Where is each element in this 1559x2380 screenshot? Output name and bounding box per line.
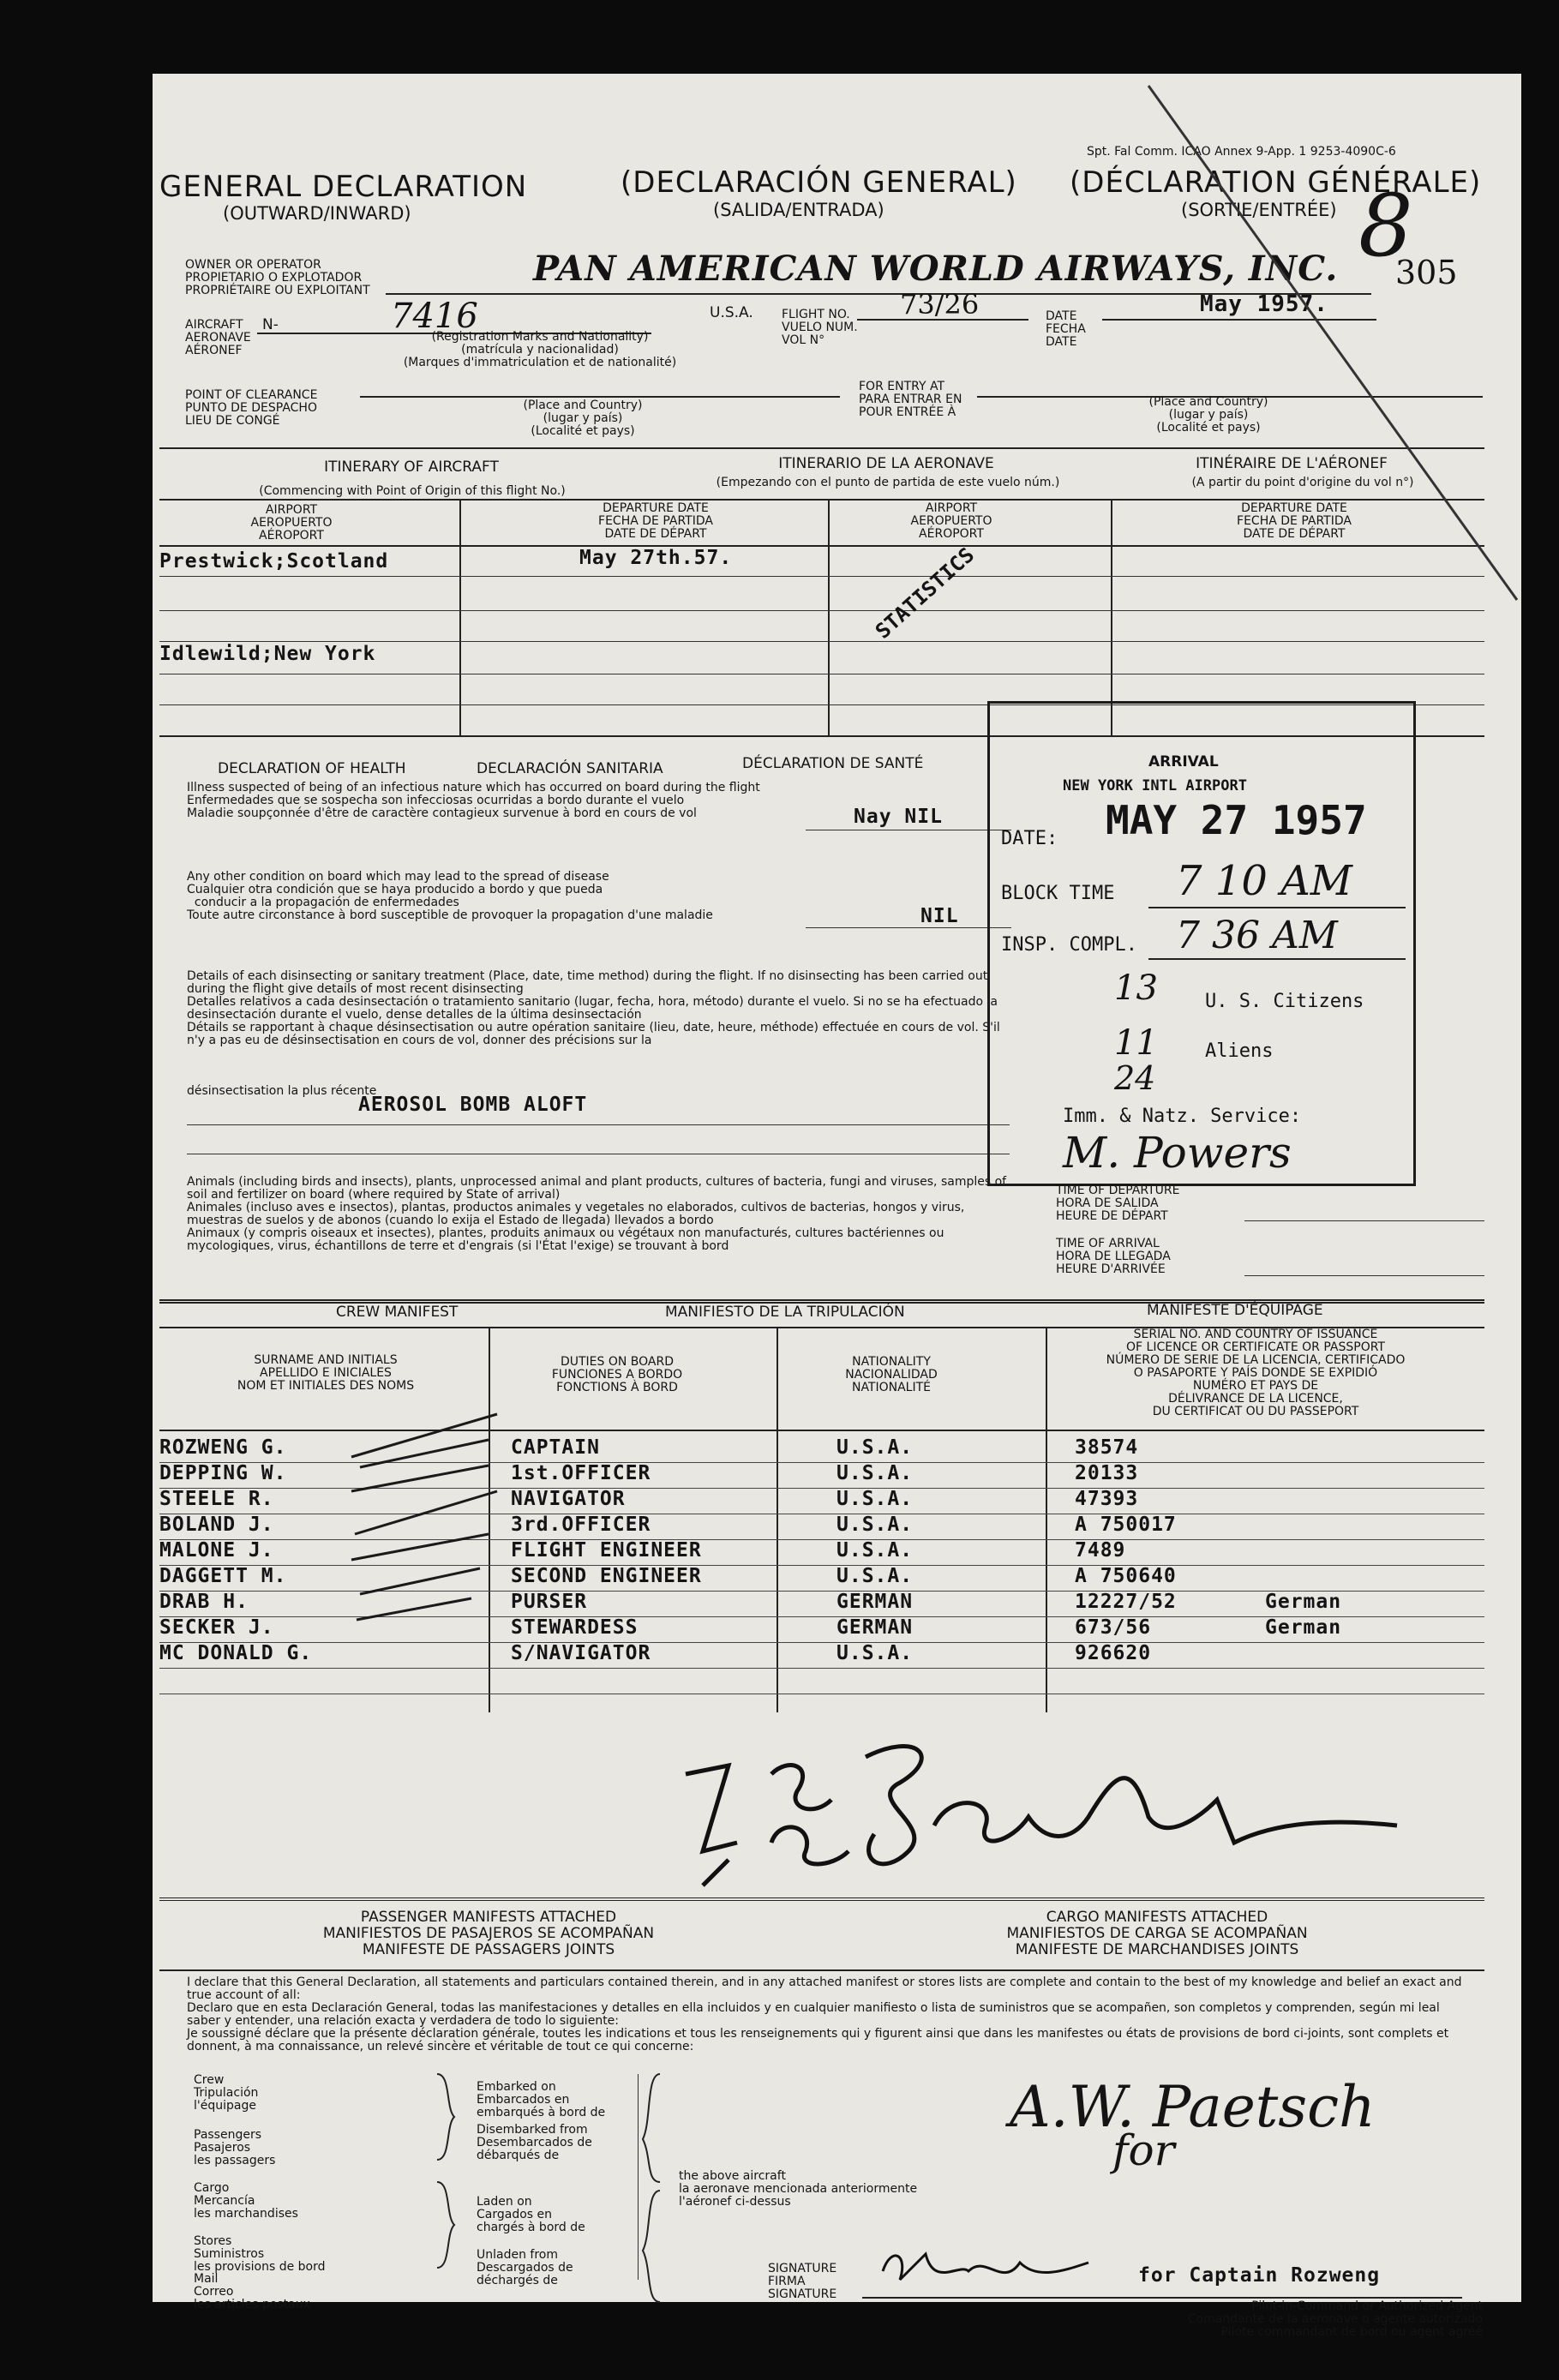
aliens-label: Aliens (1205, 1040, 1274, 1062)
decl-crew: Crew Tripulación l'équipage (194, 2073, 259, 2113)
itinerary-en: ITINERARY OF AIRCRAFT (324, 459, 499, 476)
crew-nationality: U.S.A. (836, 1642, 914, 1664)
form-reference: Spt. Fal Comm. ICAO Annex 9-App. 1 9253-4090C-6 (1087, 145, 1396, 159)
crew-duty: STEWARDESS (511, 1616, 639, 1639)
crew-licence-country: German (1265, 1616, 1342, 1639)
time-of-departure: TIME OF DEPARTURE HORA DE SALIDA HEURE DE DÉPART (1056, 1184, 1180, 1223)
crew-licence: A 750640 (1075, 1565, 1177, 1587)
crew-nationality: U.S.A. (836, 1462, 914, 1484)
col-duties: DUTIES ON BOARD FUNCIONES A BORDO FONCTIONS À BORD (551, 1355, 683, 1394)
health-es: DECLARACIÓN SANITARIA (477, 760, 663, 777)
crew-licence: 673/56 (1075, 1616, 1152, 1639)
crew-nationality: GERMAN (836, 1616, 914, 1639)
crew-name: MC DONALD G. (159, 1642, 313, 1664)
declaration-braces (429, 2071, 669, 2311)
itinerary-es: ITINERARIO DE LA AERONAVE (778, 455, 994, 472)
decl-laden: Laden on Cargados en chargés à bord de (477, 2195, 585, 2234)
aircraft-label: AIRCRAFT AERONAVE AÉRONEF (185, 318, 251, 357)
animals-text: Animals (including birds and insects), plants, unprocessed animal and plant products, cultures of bacteria, fungi and viruses, samples of soil and fertilizer on board (where required by State of arrival) Animales (incluso aves e insectos), plantas, productos animales y vegetales no elaborados, cultivos de bacterias, hongos y virus, muestras de suelos y de abonos (cuando lo exija el Estado de llegada) llevados a bordo Animaux (y compris oiseaux et insectes), plantes, produits animaux ou végétaux non manufacturés, cultures bactériennes ou mycologiques, virus, échantillons de terre et d'engrais (si l'État l'exige) se trouvant à bord (187, 1175, 1007, 1253)
crew-licence: 7489 (1075, 1539, 1126, 1562)
entry-label: FOR ENTRY AT PARA ENTRAR EN POUR ENTRÉE À (859, 380, 962, 419)
disinsecting-value: AEROSOL BOMB ALOFT (358, 1094, 588, 1116)
signer-for: for (1112, 2125, 1175, 2175)
crew-name: DEPPING W. (159, 1462, 287, 1484)
agent-signature (874, 2237, 1097, 2297)
crew-duty: FLIGHT ENGINEER (511, 1539, 702, 1562)
date-label: DATE FECHA DATE (1046, 309, 1086, 349)
decl-stores: Stores Suministros les provisions de bord (194, 2234, 326, 2274)
block-time-label: BLOCK TIME (1001, 883, 1115, 904)
crew-name: DRAB H. (159, 1591, 249, 1613)
subtitle-es: (SALIDA/ENTRADA) (713, 200, 884, 220)
decl-above-aircraft: the above aircraft la aeronave mencionada anteriormente l'aéronef ci-dessus (679, 2169, 918, 2209)
subtitle-en: (OUTWARD/INWARD) (223, 203, 411, 224)
itinerary-destination: Idlewild;New York (159, 643, 376, 665)
col-nationality: NATIONALITY NACIONALIDAD NATIONALITÉ (845, 1355, 938, 1394)
usa-label: U.S.A. (710, 304, 753, 321)
crew-nationality: U.S.A. (836, 1565, 914, 1587)
crew-nationality: U.S.A. (836, 1539, 914, 1562)
decl-passengers: Passengers Pasajeros les passagers (194, 2128, 276, 2167)
crew-duty: SECOND ENGINEER (511, 1565, 702, 1587)
total-count: 24 (1114, 1059, 1156, 1097)
crew-licence: 926620 (1075, 1642, 1152, 1664)
flight-number: 73/26 (900, 288, 980, 321)
block-time-value: 7 10 AM (1176, 857, 1352, 905)
crew-name: ROZWENG G. (159, 1436, 287, 1459)
document-number: 305 (1395, 254, 1458, 291)
itinerary-es-sub: (Empezando con el punto de partida de este vuelo núm.) (716, 476, 1060, 489)
decl-embarked: Embarked on Embarcados en embarqués à bord de (477, 2080, 606, 2119)
title-en: GENERAL DECLARATION (159, 170, 528, 204)
entry-place-label: (Place and Country) (lugar y país) (Localité et pays) (1148, 395, 1268, 435)
service-label: Imm. & Natz. Service: (1063, 1106, 1302, 1127)
for-captain: for Captain Rozweng (1138, 2264, 1381, 2287)
crew-duty: PURSER (511, 1591, 588, 1613)
stamp-airport: NEW YORK INTL AIRPORT (1063, 777, 1247, 794)
disinsecting-text: Details of each disinsecting or sanitary treatment (Place, date, time method) during the flight. If no disinsecting has been carried out during the flight give details of most recent disinsecting Detalles relativos a cada desinsectación o tratamiento sanitario (lugar, fecha, hora, método) durante el vuelo. Si no se ha efectuado la desinsectación durante el vuelo, dense detalles de la última desinsectación Détails se rapportant à chaque désinsectisation ou autre opération sanitaire (lieu, date, heure, méthode) effectuée en cours de vol. S'il n'y a pas eu de désinsectisation en cours de vol, donner des précisions sur la (187, 969, 1000, 1047)
crew-manifest-fr: MANIFESTE D'ÉQUIPAGE (1147, 1302, 1323, 1319)
clearance-place-label: (Place and Country) (lugar y país) (Localité et pays) (523, 399, 643, 438)
aircraft-registration: 7416 (391, 297, 478, 336)
crew-duty: NAVIGATOR (511, 1488, 626, 1510)
col-airport-2: AIRPORT AEROPUERTO AÉROPORT (910, 501, 992, 541)
crew-licence: A 750017 (1075, 1514, 1177, 1536)
signer-signature: A.W. Paetsch (1010, 2074, 1376, 2140)
crew-manifest-en: CREW MANIFEST (336, 1304, 459, 1321)
col-departure-2: DEPARTURE DATE FECHA DE PARTIDA DATE DE DÉPART (1237, 501, 1352, 541)
decl-disembarked: Disembarked from Desembarcados de débarqués de (477, 2123, 592, 2162)
signature-caption: Pilot-in-Command or Authorized Agent Comandante de la aeronave o agente autorizado Pilote commandant de bord ou agent agréé (1187, 2299, 1483, 2339)
disinsecting-last: désinsectisation la plus récente (187, 1084, 377, 1098)
flight-label: FLIGHT NO. VUELO NUM. VOL N° (782, 308, 858, 347)
crew-duty: 1st.OFFICER (511, 1462, 651, 1484)
crew-duty: CAPTAIN (511, 1436, 600, 1459)
signature-label: SIGNATURE FIRMA SIGNATURE (768, 2262, 837, 2301)
owner-value: PAN AMERICAN WORLD AIRWAYS, INC. (533, 249, 1339, 289)
illness-text: Illness suspected of being of an infectious nature which has occurred on board during the flight Enfermedades que se sospecha son infecciosas ocurridas a bordo durante el vuelo Maladie soupçonnée d'être de caractère contagieux survenue à bord en cours de vol (187, 781, 760, 820)
stamp-date-value: MAY 27 1957 (1106, 797, 1367, 843)
insp-compl-label: INSP. COMPL. (1001, 934, 1137, 956)
officer-signature: M. Powers (1063, 1128, 1292, 1178)
crew-name: SECKER J. (159, 1616, 274, 1639)
crew-nationality: U.S.A. (836, 1436, 914, 1459)
itinerary-fr-sub: (A partir du point d'origine du vol n°) (1191, 476, 1414, 489)
subtitle-fr: (SORTIE/ENTRÉE) (1181, 200, 1337, 220)
decl-unladen: Unladen from Descargados de déchargés de (477, 2248, 573, 2287)
citizens-count: 13 (1114, 968, 1158, 1008)
flight-date: May 1957. (1200, 291, 1328, 317)
owner-label: OWNER OR OPERATOR PROPIETARIO O EXPLOTADOR PROPRIÉTAIRE OU EXPLOITANT (185, 258, 370, 297)
passenger-manifests: PASSENGER MANIFESTS ATTACHED MANIFIESTOS DE PASAJEROS SE ACOMPAÑAN MANIFESTE DE PASSAGERS JOINTS (322, 1909, 655, 1958)
handwritten-scrawl (669, 1723, 1406, 1894)
crew-licence: 12227/52 (1075, 1591, 1177, 1613)
col-name: SURNAME AND INITIALS APELLIDO E INICIALES NOM ET INITIALES DES NOMS (237, 1353, 415, 1393)
itinerary-en-sub: (Commencing with Point of Origin of this flight No.) (259, 484, 566, 498)
crew-name: DAGGETT M. (159, 1565, 287, 1587)
crew-check-marks (343, 1406, 514, 1671)
col-departure-1: DEPARTURE DATE FECHA DE PARTIDA DATE DE DÉPART (598, 501, 713, 541)
hand-mark-8: 8 (1358, 176, 1413, 276)
crew-licence: 20133 (1075, 1462, 1139, 1484)
health-fr: DÉCLARATION DE SANTÉ (742, 755, 924, 772)
decl-cargo: Cargo Mercancía les marchandises (194, 2181, 298, 2221)
crew-nationality: U.S.A. (836, 1514, 914, 1536)
declaration-text: I declare that this General Declaration, all statements and particulars contained therein, and in any attached manifest or stores lists are complete and contain to the best of my knowledge and belief an exact and true account of all: Declaro que en esta Declaración General, todas las manifestaciones y detalles en ella incluidos y en cualquier manifiesto o lista de suministros que se acompañen, son completos y comprenden, según mi leal saber y entender, una relación exacta y verdadera de todo lo siguiente: Je soussigné déclare que la présente déclaration générale, toutes les indications et tous les renseignements qui y figurent ainsi que dans les manifestes ou états de provisions de bord ci-joints, sont complets et donnent, à ma connaissance, un relevé sincère et véritable de tout ce qui concerne: (187, 1975, 1462, 2053)
cargo-manifests: CARGO MANIFESTS ATTACHED MANIFIESTOS DE CARGA SE ACOMPAÑAN MANIFESTE DE MARCHANDISES JOINTS (1006, 1909, 1308, 1958)
statistics-stamp: STATISTICS (871, 543, 980, 644)
time-of-arrival: TIME OF ARRIVAL HORA DE LLEGADA HEURE D'ARRIVÉE (1056, 1237, 1171, 1276)
aircraft-prefix: N- (262, 316, 279, 333)
crew-name: STEELE R. (159, 1488, 274, 1510)
title-fr: (DÉCLARATION GÉNÉRALE) (1070, 165, 1482, 200)
crew-name: BOLAND J. (159, 1514, 274, 1536)
illness-value: Nay NIL (854, 806, 943, 828)
col-airport-1: AIRPORT AEROPUERTO AÉROPORT (250, 503, 333, 543)
crew-licence: 47393 (1075, 1488, 1139, 1510)
diagonal-mark (1140, 77, 1526, 608)
col-licence: SERIAL NO. AND COUNTRY OF ISSUANCE OF LICENCE OR CERTIFICATE OR PASSPORT NÚMERO DE SERIE DE LA LICENCIA, CERTIFICADO O PASAPORTE Y PAÍS DONDE SE EXPIDIÓ NUMÉRO ET PAYS DE DÉLIVRANCE DE LA LICENCE, DU CERTIFICAT OU DU PASSEPORT (1106, 1328, 1406, 1418)
itinerary-fr: ITINÉRAIRE DE L'AÉRONEF (1196, 455, 1388, 472)
aliens-count: 11 (1114, 1023, 1158, 1063)
other-condition-text: Any other condition on board which may lead to the spread of disease Cualquier otra condición que se haya producido a bordo y que pueda conducir a la propagación de enfermedades Toute autre circonstance à bord susceptible de provoquer la propagation d'une maladie (187, 870, 713, 922)
crew-duty: 3rd.OFFICER (511, 1514, 651, 1536)
crew-licence-country: German (1265, 1591, 1342, 1613)
crew-manifest-es: MANIFIESTO DE LA TRIPULACIÓN (665, 1304, 905, 1321)
crew-nationality: GERMAN (836, 1591, 914, 1613)
crew-duty: S/NAVIGATOR (511, 1642, 651, 1664)
stamp-date-label: DATE: (1001, 828, 1058, 849)
title-es: (DECLARACIÓN GENERAL) (621, 165, 1017, 200)
insp-compl-value: 7 36 AM (1176, 914, 1338, 957)
itinerary-departure-date: May 27th.57. (579, 547, 733, 569)
clearance-label: POINT OF CLEARANCE PUNTO DE DESPACHO LIEU DE CONGÉ (185, 388, 318, 428)
marks-label: (Registration Marks and Nationality) (matrícula y nacionalidad) (Marques d'immatriculation et de nationalité) (403, 330, 677, 369)
crew-nationality: U.S.A. (836, 1488, 914, 1510)
other-condition-value: NIL (920, 905, 959, 927)
crew-licence: 38574 (1075, 1436, 1139, 1459)
decl-mail: Mail Correo les articles postaux (194, 2272, 310, 2311)
citizens-label: U. S. Citizens (1205, 991, 1364, 1012)
stamp-arrival: ARRIVAL (1148, 753, 1219, 770)
health-en: DECLARATION OF HEALTH (218, 760, 406, 777)
crew-name: MALONE J. (159, 1539, 274, 1562)
itinerary-origin: Prestwick;Scotland (159, 550, 389, 573)
